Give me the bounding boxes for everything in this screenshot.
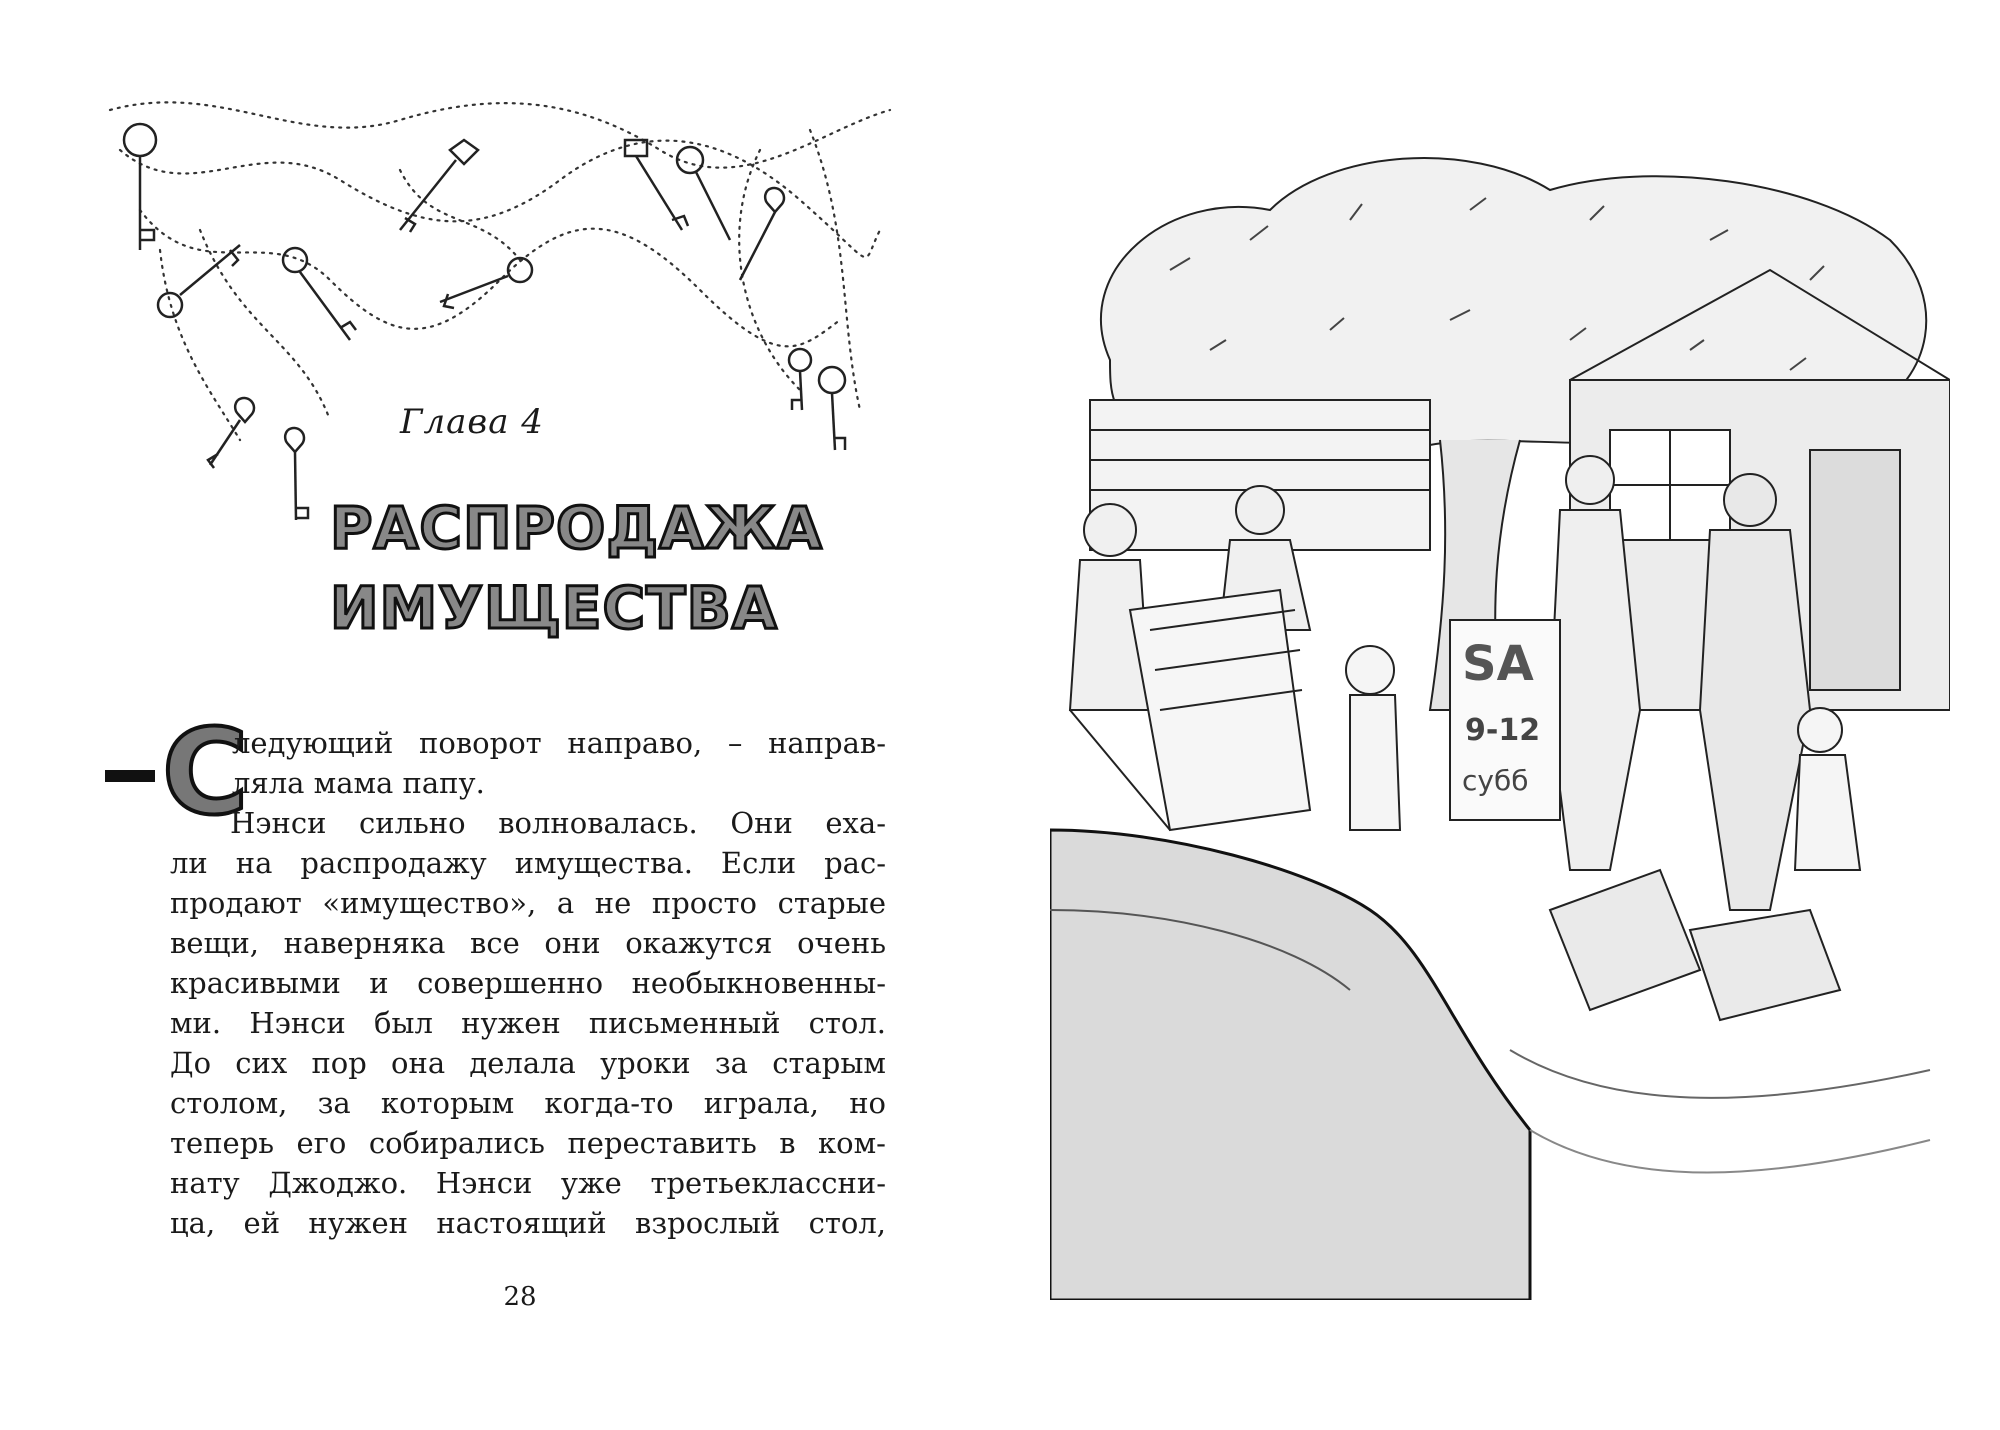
car-hood [1050,830,1530,1300]
keys-ornament [100,90,900,550]
text-line: вещи, наверняка все они окажутся очень [170,926,886,960]
chapter-number: Глава 4 [400,402,544,442]
chapter-title-line: РАСПРОДАЖА [330,494,823,562]
house-door [1810,450,1900,690]
child-figure [1795,708,1860,870]
dropcap-dash [105,770,155,782]
text-line: ледующий поворот направо, – направ- [232,726,886,760]
text-line: ляла мама папу. [232,766,485,800]
text-line: ца, ей нужен настоящий взрослый стол, [170,1206,886,1240]
key-icon [440,258,532,308]
text-line: ми. Нэнси был нужен письменный стол. [170,1006,886,1040]
key-icon [124,124,156,250]
text-line: ли на распродажу имущества. Если рас- [170,846,886,880]
page-number: 28 [503,1282,537,1312]
sign-text: 9-12 [1465,713,1541,748]
key-icon [285,428,308,520]
key-icon [789,349,811,410]
text-line: теперь его собирались переставить в ком- [170,1126,886,1160]
boxes [1550,870,1840,1020]
chapter-title [330,488,823,648]
child-figure [1346,646,1400,830]
key-icon [819,367,845,450]
text-line: красивыми и совершенно необыкновенны- [170,966,886,1000]
key-icon [740,188,784,280]
text-line: До сих пор она делала уроки за старым [170,1046,886,1080]
sign-text: SA [1462,636,1534,692]
sign-text: субб [1462,764,1529,797]
chapter-title-line: ИМУЩЕСТВА [330,574,778,642]
dropcap-letter: С [162,703,249,841]
text-line: нату Джоджо. Нэнси уже третьеклассни- [170,1166,886,1200]
text-line: продают «имущество», а не просто старые [170,886,886,920]
text-line: Нэнси сильно волновалась. Они еха- [230,806,886,840]
yard-sale-illustration [1050,150,1950,1300]
key-icon [400,140,478,232]
text-line: столом, за которым когда-то играла, но [170,1086,886,1120]
key-icon [208,398,254,468]
body-text [170,723,886,1243]
